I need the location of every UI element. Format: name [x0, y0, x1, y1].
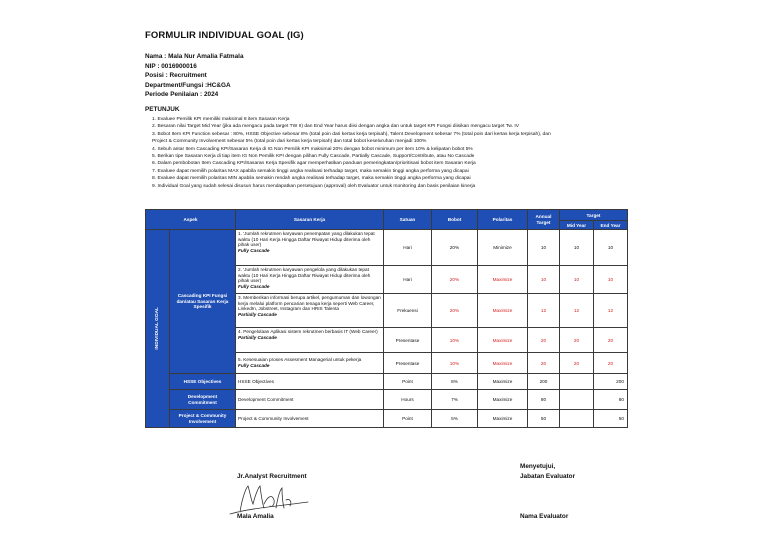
instructions-list	[152, 116, 622, 190]
sasaran-cell: 1. 'Jumlah rekrutmen karyawan penempatan yang dilakukan tepat waktu (10 Hari Kerja Hingga Daftar Riwayat Hidup diterima oleh pihak user) Fully Cascade	[236, 230, 384, 266]
end-cell: 200	[594, 374, 628, 390]
signer-left-title: Jr.Analyst Recruitment	[237, 473, 307, 480]
annual-cell: 200	[528, 374, 560, 390]
employee-name: Nama : Mala Nur Amalia Fatmala	[145, 53, 244, 60]
bobot-cell: 20%	[432, 230, 478, 266]
header-satuan: Satuan	[384, 210, 432, 230]
bobot-cell: 20%	[432, 266, 478, 294]
approval-block	[520, 462, 575, 481]
assessment-period: Periode Penilaian : 2024	[145, 91, 219, 99]
instruction-item: 2. Besaran nilai Target Mid Year (jika ada mengacu pada target TW II) dan End Year harus diisi dengan angka dan untuk target KPI Fungsi diisikan mengacu target Tw. IV	[152, 124, 520, 130]
instruction-item: 4. Sebuh antar Item Cascading KPI/Sasaran Kerja di IG Non Pemilik KPI maksimal 20% dengan bobot minimum per item 10% & kelipatan bobot 5%	[152, 146, 473, 152]
bobot-cell: 10%	[432, 328, 478, 353]
satuan-cell: Point	[384, 410, 432, 428]
end-cell: 20	[594, 353, 628, 374]
instructions-heading: PETUNJUK	[145, 106, 180, 113]
satuan-cell: Hari	[384, 230, 432, 266]
satuan-cell: Presentase	[384, 328, 432, 353]
polaritas-cell: Minimize	[478, 230, 528, 266]
polaritas-cell: Maximize	[478, 353, 528, 374]
cascade-type: Partially Cascade	[238, 334, 277, 340]
header-bobot: Bobot	[432, 210, 478, 230]
instruction-item: Project & Community Involvement sebesar 5% (total poin dari kertas kerja terpisah) dan total bobot keseluruhan menjadi 100%	[152, 139, 427, 145]
end-cell: 80	[594, 390, 628, 410]
evaluator-name: Nama Evaluator	[520, 513, 569, 520]
employee-info	[145, 52, 244, 100]
annual-cell: 12	[528, 294, 560, 328]
header-end-year: End Year	[594, 221, 628, 230]
instruction-item: 3. Bobot Item KPI Function sebesar : 80%, HSSE Objective sebesar 8% (total poin dari kertas kerja terpisah), Talent Development sebesar 7% (total poin dari kertas kerja terpisah), dan	[152, 131, 551, 137]
instruction-item: 9. Individual Goal yang sudah selesai disusun harus mendapatkan persetujuan (approval) oleh Evaluator untuk monitoring dan basis penilaian kinerja	[152, 183, 476, 189]
instruction-item: 6. Dalam pembobotan Item Cascading KPI/Sasaran Kerja Spesifik agar memperhatikan panduan pemeringkatan/prioritisasi bobot item Sasaran Kerja	[152, 161, 476, 167]
individual-goal-table	[145, 209, 628, 428]
bobot-cell: 10%	[432, 353, 478, 374]
aspek-hsse: HSSE Objectives	[170, 374, 236, 390]
polaritas-cell: Maximize	[478, 294, 528, 328]
satuan-cell: Frekuensi	[384, 294, 432, 328]
aspek-project-community: Project & Community Involvement	[170, 410, 236, 428]
table-row	[146, 390, 628, 410]
polaritas-cell: Maximize	[478, 266, 528, 294]
employee-department: Department/Fungsi :HC&GA	[145, 81, 231, 89]
end-cell: 12	[594, 294, 628, 328]
sasaran-cell: 3. Memberikan informasi berupa artikel, pengumuman dan lowongan kerja melalui platform pencarian tenaga kerja seperti Web Career, LinkedIn, Jobstreet, Instagram dan HRIS Talenta Partially Cascade	[236, 294, 384, 328]
cascade-type: Fully Cascade	[238, 247, 270, 253]
mid-cell	[560, 410, 594, 428]
header-sasaran: Sasaran Kerja	[236, 210, 384, 230]
bobot-cell: 7%	[432, 390, 478, 410]
sasaran-cell: Development Commitment	[236, 390, 384, 410]
header-annual-target: Annual Target	[528, 210, 560, 230]
header-polaritas: Polaritas	[478, 210, 528, 230]
instruction-item: 8. Evaluee dapat memilih polaritas MIN apabila semakin rendah angka realisasi terhadap target, maka semakin tinggi angka performa yang dicapai	[152, 176, 471, 182]
end-cell: 10	[594, 266, 628, 294]
sasaran-cell: Project & Community Involvement	[236, 410, 384, 428]
polaritas-cell: Maximize	[478, 390, 528, 410]
annual-cell: 10	[528, 266, 560, 294]
bobot-cell: 5%	[432, 410, 478, 428]
header-mid-year: Mid Year	[560, 221, 594, 230]
mid-cell: 10	[560, 266, 594, 294]
sasaran-cell: 5. Kesesuaian proses Assesment Managerial untuk pekerja Fully Cascade	[236, 353, 384, 374]
vertical-label-cell	[146, 230, 170, 428]
table-row	[146, 230, 628, 266]
approval-label: Menyetujui,	[520, 463, 556, 470]
evaluator-title: Jabatan Evaluator	[520, 472, 576, 480]
cascade-type: Fully Cascade	[238, 283, 270, 289]
bobot-cell: 8%	[432, 374, 478, 390]
end-cell: 10	[594, 230, 628, 266]
group-label: Cascading KPI Fungsi dan/atau Sasaran Kerja Spesifik	[170, 230, 236, 374]
satuan-cell: Point	[384, 374, 432, 390]
header-target: Target	[560, 210, 628, 221]
mid-cell: 12	[560, 294, 594, 328]
employee-nip: NIP : 0016900016	[145, 62, 197, 70]
end-cell: 20	[594, 328, 628, 353]
polaritas-cell: Maximize	[478, 328, 528, 353]
vertical-label: INDIVIDUAL GOAL	[155, 306, 160, 350]
mid-cell: 20	[560, 353, 594, 374]
cascade-type: Partially Cascade	[238, 311, 277, 317]
satuan-cell: Presentase	[384, 353, 432, 374]
annual-cell: 50	[528, 410, 560, 428]
instruction-item: 1. Evaluee Pemilik KPI memiliki maksimal 8 item Sasaran Kerja	[152, 117, 290, 122]
cascade-type: Fully Cascade	[238, 363, 270, 368]
signer-left-name: Mala Amalia	[237, 513, 274, 520]
mid-cell	[560, 374, 594, 390]
sasaran-cell: 2. 'Jumlah rekrutmen karyawan pengelola yang dilakukan tepat waktu (10 Hari Kerja Hingga Daftar Riwayat Hidup diterima oleh pihak user) Fully Cascade	[236, 266, 384, 294]
polaritas-cell: Maximize	[478, 410, 528, 428]
end-cell: 50	[594, 410, 628, 428]
satuan-cell: Hari	[384, 266, 432, 294]
annual-cell: 20	[528, 353, 560, 374]
employee-position: Posisi : Recruitment	[145, 72, 207, 80]
mid-cell	[560, 390, 594, 410]
annual-cell: 20	[528, 328, 560, 353]
table-row	[146, 374, 628, 390]
bobot-cell: 20%	[432, 294, 478, 328]
polaritas-cell: Maximize	[478, 374, 528, 390]
satuan-cell: Hours	[384, 390, 432, 410]
form-title: FORMULIR INDIVIDUAL GOAL (IG)	[145, 30, 304, 41]
sasaran-cell: HSSE Objectives	[236, 374, 384, 390]
table-row	[146, 410, 628, 428]
sasaran-cell: 4. Pengelolaan Aplikasi sistem rekrutmen berbasis IT (Web Career) Partially Cascade	[236, 328, 384, 353]
mid-cell: 10	[560, 230, 594, 266]
annual-cell: 10	[528, 230, 560, 266]
aspek-development: Development Commitment	[170, 390, 236, 410]
annual-cell: 80	[528, 390, 560, 410]
mid-cell: 20	[560, 328, 594, 353]
instruction-item: 7. Evaluee dapat memilih polaritas MAX apabila semakin tinggi angka realisasi terhadap target, maka semakin tinggi angka performa yang dicapai	[152, 168, 469, 174]
instruction-item: 5. Berikan tipe Sasaran Kerja di tiap item IG Non Pemilik KPI dengan pilihan Fully Cascade, Partially Cascade, Support/Contribute, atau No Cascade	[152, 154, 475, 160]
header-aspek: Aspek	[146, 210, 236, 230]
